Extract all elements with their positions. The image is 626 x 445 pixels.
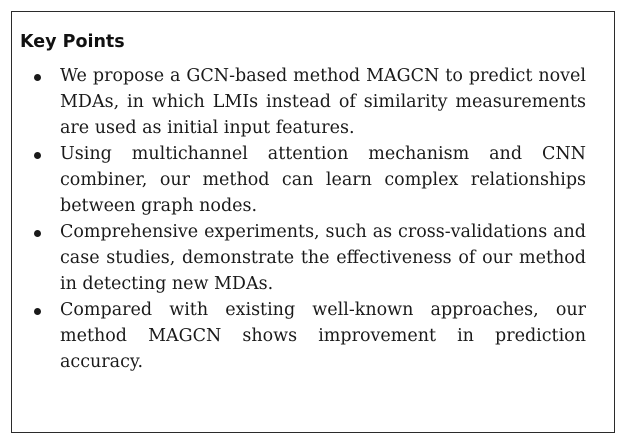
bullet-icon [34, 152, 41, 159]
bullet-icon [34, 230, 41, 237]
point-text: Comprehensive experiments, such as cross-validations and case studies, demonstrate the effectiveness of our method in detecting new MDAs. [60, 222, 586, 294]
list-item [34, 141, 586, 219]
point-text: We propose a GCN-based method MAGCN to predict novel MDAs, in which LMIs instead of similarity measurements are used as initial input features. [60, 66, 586, 138]
list-item [34, 63, 586, 141]
bullet-icon [34, 74, 41, 81]
list-item [34, 297, 586, 375]
point-text: Compared with existing well-known approaches, our method MAGCN shows improvement in prediction accuracy. [60, 300, 586, 372]
key-points-title: Key Points [20, 32, 125, 52]
key-points-list [34, 63, 586, 375]
point-text: Using multichannel attention mechanism and CNN combiner, our method can learn complex relationships between graph nodes. [60, 144, 586, 216]
list-item [34, 219, 586, 297]
bullet-icon [34, 308, 41, 315]
